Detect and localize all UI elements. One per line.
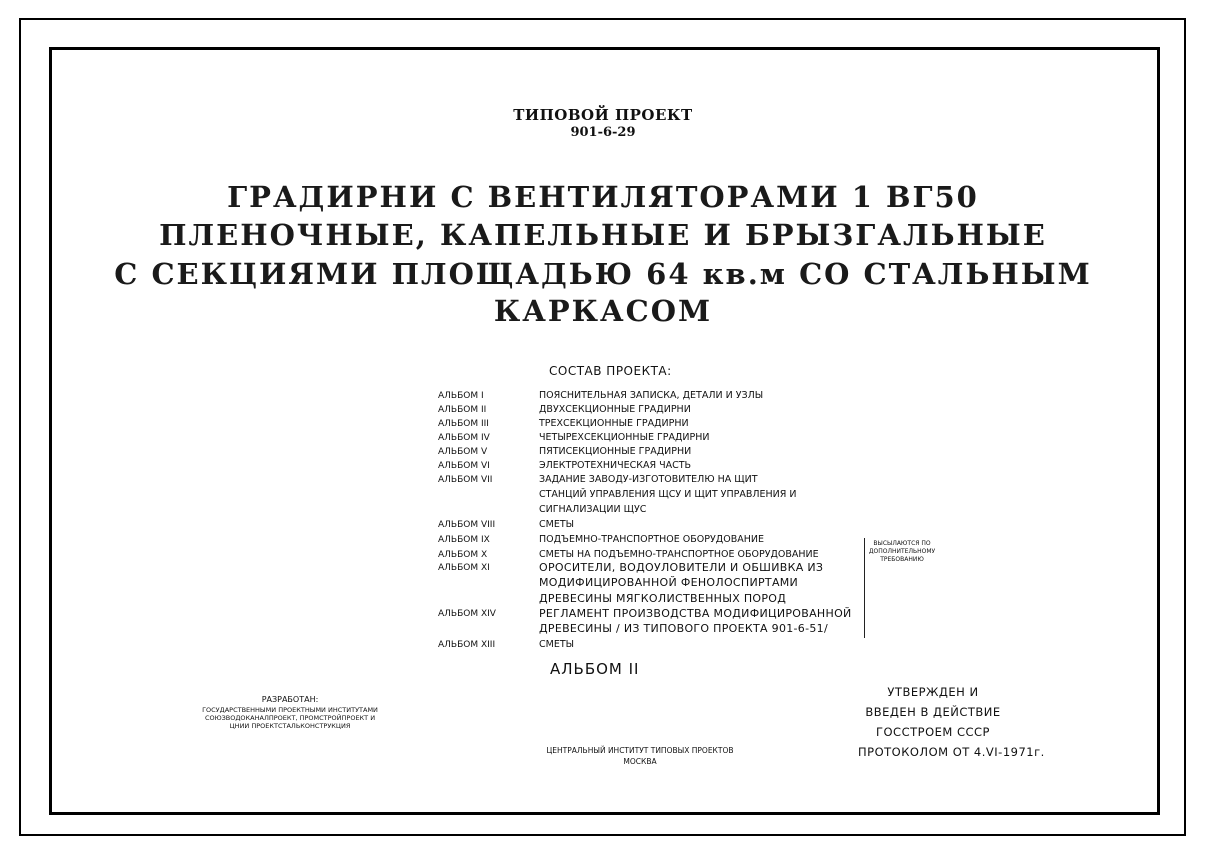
- project-type: ТИПОВОЙ ПРОЕКТ: [513, 106, 693, 124]
- album-name: АЛЬБОМ II: [438, 405, 487, 415]
- approval-line: УТВЕРЖДЕН И: [887, 685, 979, 699]
- album-desc: ДВУХСЕКЦИОННЫЕ ГРАДИРНИ: [539, 404, 691, 415]
- album-name: АЛЬБОМ VII: [438, 475, 493, 485]
- note-text: ВЫСЫЛАЮТСЯ ПО: [873, 540, 931, 547]
- project-number: 901-6-29: [570, 125, 636, 140]
- album-name: АЛЬБОМ IX: [438, 535, 490, 545]
- title-line-2: ПЛЕНОЧНЫЕ, КАПЕЛЬНЫЕ И БРЫЗГАЛЬНЫЕ: [159, 218, 1047, 252]
- album-desc: СМЕТЫ: [539, 519, 575, 530]
- developed-by-line: ЦНИИ ПРОЕКТСТАЛЬКОНСТРУКЦИЯ: [229, 722, 351, 730]
- album-name: АЛЬБОМ V: [438, 447, 488, 457]
- approval-line: ГОССТРОЕМ СССР: [875, 725, 990, 739]
- album-desc: ДРЕВЕСИНЫ МЯГКОЛИСТВЕННЫХ ПОРОД: [539, 592, 787, 605]
- approval-line: ВВЕДЕН В ДЕЙСТВИЕ: [865, 705, 1001, 719]
- album-label: АЛЬБОМ II: [550, 660, 640, 678]
- album-name: АЛЬБОМ VI: [438, 461, 490, 471]
- album-desc: ЧЕТЫРЕХСЕКЦИОННЫЕ ГРАДИРНИ: [539, 432, 710, 443]
- album-name: АЛЬБОМ XIII: [438, 640, 496, 650]
- album-desc: ОРОСИТЕЛИ, ВОДОУЛОВИТЕЛИ И ОБШИВКА ИЗ: [539, 561, 824, 574]
- album-name: АЛЬБОМ IV: [438, 433, 490, 443]
- album-name: АЛЬБОМ X: [438, 550, 488, 560]
- note-text: ДОПОЛНИТЕЛЬНОМУ: [868, 548, 936, 555]
- album-desc: СТАНЦИЙ УПРАВЛЕНИЯ ЩСУ И ЩИТ УПРАВЛЕНИЯ И: [539, 489, 797, 500]
- developed-by-line: СОЮЗВОДОКАНАЛПРОЕКТ, ПРОМСТРОЙПРОЕКТ И: [204, 714, 376, 722]
- developed-by: [160, 695, 420, 730]
- album-desc: СИГНАЛИЗАЦИИ ЩУС: [539, 504, 647, 515]
- title-line-1: ГРАДИРНИ С ВЕНТИЛЯТОРАМИ 1 ВГ50: [227, 180, 979, 214]
- composition-title: СОСТАВ ПРОЕКТА:: [549, 364, 672, 378]
- developed-by-line: ГОСУДАРСТВЕННЫМИ ПРОЕКТНЫМИ ИНСТИТУТАМИ: [202, 706, 378, 714]
- institute-name: ЦЕНТРАЛЬНЫЙ ИНСТИТУТ ТИПОВЫХ ПРОЕКТОВ: [546, 746, 734, 755]
- album-desc: ЭЛЕКТРОТЕХНИЧЕСКАЯ ЧАСТЬ: [539, 460, 692, 471]
- album-desc: ТРЕХСЕКЦИОННЫЕ ГРАДИРНИ: [539, 418, 689, 429]
- album-desc: СМЕТЫ НА ПОДЪЕМНО-ТРАНСПОРТНОЕ ОБОРУДОВАНИЕ: [539, 549, 819, 560]
- album-name: АЛЬБОМ III: [438, 419, 489, 429]
- approval-line: ПРОТОКОЛОМ ОТ 4.VI-1971г.: [858, 745, 1045, 759]
- album-name: АЛЬБОМ VIII: [438, 520, 496, 530]
- album-desc: РЕГЛАМЕНТ ПРОИЗВОДСТВА МОДИФИЦИРОВАННОЙ: [539, 607, 852, 620]
- title-line-3: С СЕКЦИЯМИ ПЛОЩАДЬЮ 64 кв.м СО СТАЛЬНЫМ: [114, 257, 1092, 291]
- album-desc: ПОДЪЕМНО-ТРАНСПОРТНОЕ ОБОРУДОВАНИЕ: [539, 534, 764, 545]
- album-name: АЛЬБОМ I: [438, 391, 484, 401]
- album-name: АЛЬБОМ XIV: [438, 609, 496, 619]
- institute-block: [460, 745, 820, 767]
- album-desc: СМЕТЫ: [539, 639, 575, 650]
- album-desc: ПЯТИСЕКЦИОННЫЕ ГРАДИРНИ: [539, 446, 692, 457]
- institute-city: МОСКВА: [623, 757, 657, 766]
- album-desc: ДРЕВЕСИНЫ / ИЗ ТИПОВОГО ПРОЕКТА 901-6-51/: [539, 622, 828, 635]
- developed-by-title: РАЗРАБОТАН:: [261, 695, 319, 704]
- album-desc: ЗАДАНИЕ ЗАВОДУ-ИЗГОТОВИТЕЛЮ НА ЩИТ: [539, 474, 758, 485]
- note-text: ТРЕБОВАНИЮ: [880, 556, 924, 563]
- album-name: АЛЬБОМ XI: [438, 563, 490, 573]
- approval-block: [858, 682, 1045, 762]
- album-desc: ПОЯСНИТЕЛЬНАЯ ЗАПИСКА, ДЕТАЛИ И УЗЛЫ: [539, 390, 764, 401]
- title-line-4: КАРКАСОМ: [493, 294, 713, 328]
- album-desc: МОДИФИЦИРОВАННОЙ ФЕНОЛОСПИРТАМИ: [539, 576, 799, 589]
